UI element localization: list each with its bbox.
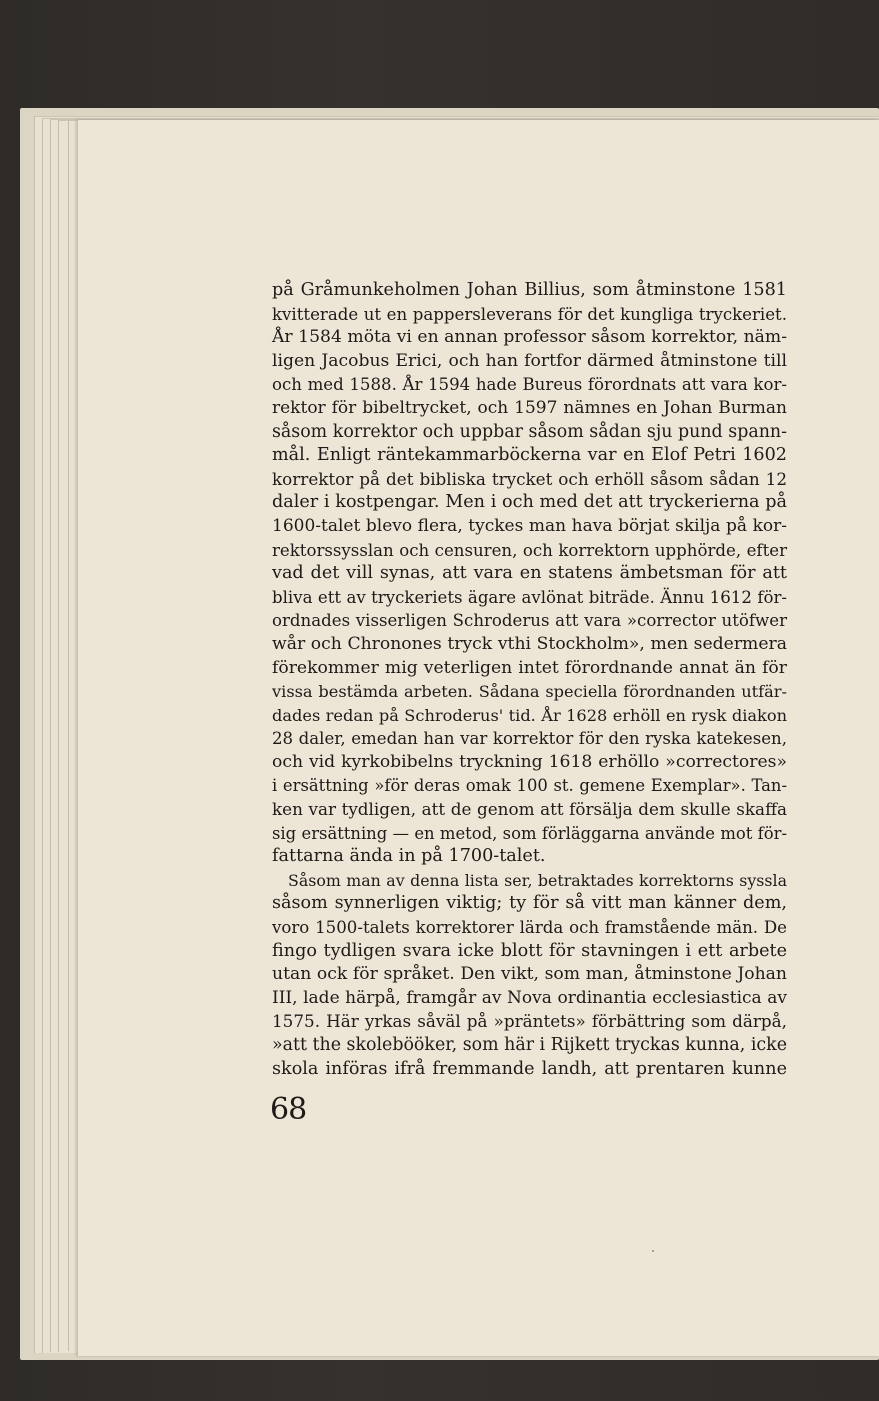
paper-speck [652,1250,654,1252]
body-text [272,279,787,1081]
text-line: ordnades visserligen Schroderus att vara »corrector utöfwer [272,611,787,631]
text-line: wår och Chronones tryck vthi Stockholm», men sedermera [272,633,787,654]
text-line: på Gråmunkeholmen Johan Billius, som åtminstone 1581 [272,280,787,300]
text-line: fattarna ända in på 1700-talet. [272,846,546,867]
text-line: rektor för bibeltrycket, och 1597 nämnes en Johan Burman [272,397,787,418]
text-line: korrektor på det bibliska trycket och erhöll såsom sådan 12 [272,468,787,489]
text-line: Såsom man av denna lista ser, betraktades korrektorns syssla [288,870,787,890]
text-line: daler i kostpengar. Men i och med det att tryckerierna på [272,492,787,513]
text-line: såsom synnerligen viktig; ty för så vitt man känner dem, [272,893,787,914]
text-line: bliva ett av tryckeriets ägare avlönat biträde. Ännu 1612 för- [272,587,787,607]
text-line: År 1584 möta vi en annan professor såsom korrektor, näm- [272,327,787,348]
text-line: och med 1588. År 1594 hade Bureus förordnats att vara kor- [272,375,787,395]
text-line: rektorssysslan och censuren, och korrektorn upphörde, efter [272,540,787,560]
text-line: mål. Enligt räntekammarböckerna var en Elof Petri 1602 [272,445,787,466]
text-line: i ersättning »för deras omak 100 st. gemene Exemplar». Tan- [272,776,787,796]
text-line: 1575. Här yrkas såväl på »präntets» förbättring som därpå, [272,1011,787,1032]
text-line: skola införas ifrå fremmande landh, att prentaren kunne [272,1058,787,1079]
text-line: 28 daler, emedan han var korrektor för den ryska katekesen, [272,729,787,749]
text-line: »att the skolebööker, som här i Rijkett tryckas kunna, icke [272,1035,787,1055]
text-line: fingo tydligen svara icke blott för stavningen i ett arbete [272,940,787,961]
text-line: III, lade härpå, framgår av Nova ordinantia ecclesiastica av [272,987,787,1008]
text-line: vissa bestämda arbeten. Sådana speciella förordnanden utfär- [272,682,787,702]
text-line: förekommer mig veterligen intet förordnande annat än för [272,657,787,678]
page-number: 68 [270,1092,307,1127]
text-line: 1600-talet blevo flera, tyckes man hava börjat skilja på kor- [272,515,787,536]
text-line: såsom korrektor och uppbar såsom sådan sju pund spann- [272,421,787,442]
text-line: sig ersättning — en metod, som förläggarna använde mot för- [272,823,787,843]
text-line: ligen Jacobus Erici, och han fortfor därmed åtminstone till [272,350,787,371]
text-line: dades redan på Schroderus' tid. År 1628 erhöll en rysk diakon [272,705,787,725]
text-line: kvitterade ut en pappersleverans för det kungliga tryckeriet. [272,304,787,324]
text-line: ken var tydligen, att de genom att försälja dem skulle skaffa [272,799,787,820]
text-line: voro 1500-talets korrektorer lärda och framstående män. De [272,918,787,938]
text-line: vad det vill synas, att vara en statens ämbetsman för att [272,563,787,584]
text-line: utan ock för språket. Den vikt, som man, åtminstone Johan [272,964,787,985]
text-line: och vid kyrkobibelns tryckning 1618 erhöllo »correctores» [272,751,787,772]
